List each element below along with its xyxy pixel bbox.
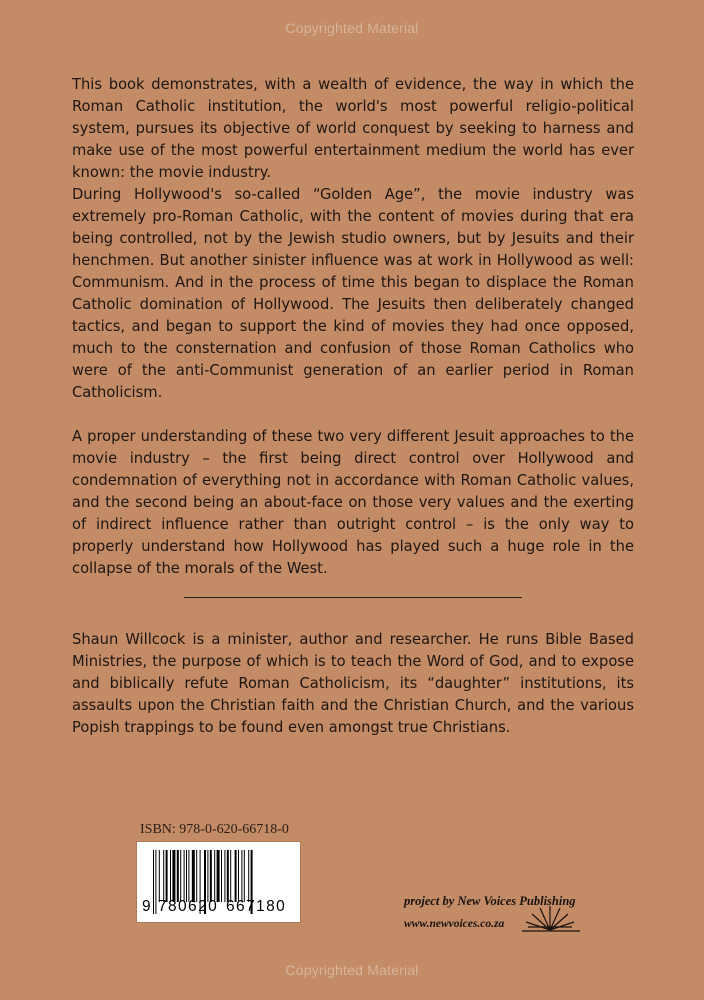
author-bio-text: Shaun Willcock is a minister, author and researcher. He runs Bible Based Ministries, the purpose of which is to teach the Word of God, and to expose and biblically refute Roman Catholicism, its “daughter” institutions, its assaults upon the Christian faith and the Christian Church, and the various Popish trappings to be found even amongst true Christians.	[72, 631, 634, 736]
publisher-line: project by New Voices Publishing	[404, 894, 576, 908]
paragraph-text: During Hollywood's so-called “Golden Age”, the movie industry was extremely pro-Roman Catholic, with the content of movies during that era being controlled, not by the Jewish studio owners, but by Jesuits and their henchmen. But another sinister influence was at work in Hollywood as well: Communism. And in the process of time this began to displace the Roman Catholic domination of Hollywood. The Jesuits then deliberately changed tactics, and began to support the kind of movies they had once opposed, much to the consternation and confusion of those Roman Catholics who were of the anti-Communist generation of an earlier period in Roman Catholicism.	[72, 186, 634, 401]
barcode-group-2: 667180	[226, 898, 287, 915]
section-divider	[184, 597, 522, 598]
watermark-top: Copyrighted Material	[285, 20, 419, 36]
barcode-digits	[136, 893, 301, 917]
sunburst-logo-icon	[520, 894, 582, 934]
barcode-group-1: 780620	[158, 898, 219, 915]
description-paragraph-3	[72, 426, 634, 592]
description-paragraph-2	[72, 184, 634, 416]
description-paragraph-1	[72, 74, 634, 196]
paragraph-text: This book demonstrates, with a wealth of evidence, the way in which the Roman Catholic institution, the world's most powerful religio-political system, pursues its objective of world conquest by seeking to harness and make use of the most powerful entertainment medium the world has ever known: the movie industry.	[72, 76, 634, 181]
publisher-website: www.newvoices.co.za	[404, 918, 505, 930]
isbn-label: ISBN: 978-0-620-66718-0	[140, 822, 289, 837]
paragraph-text: A proper understanding of these two very different Jesuit approaches to the movie industry – the first being direct control over Hollywood and condemnation of everything not in accordance with Roman Catholic values, and the second being an about-face on those very values and the exerting of indirect influence rather than outright control – is the only way to properly understand how Hollywood has played such a huge role in the collapse of the morals of the West.	[72, 428, 634, 577]
barcode-lead-digit: 9	[142, 898, 151, 915]
watermark-bottom: Copyrighted Material	[285, 962, 419, 978]
author-bio	[72, 629, 634, 751]
